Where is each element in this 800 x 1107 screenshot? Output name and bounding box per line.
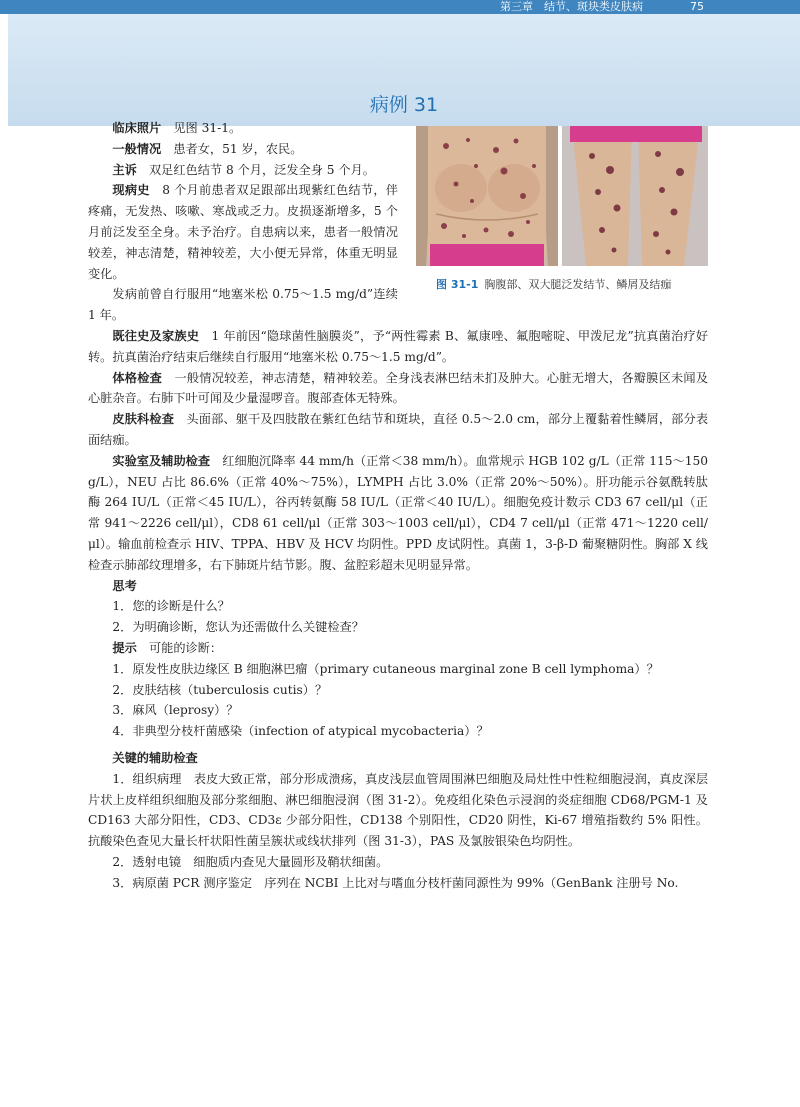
hint-heading: 提示 可能的诊断：	[112, 640, 223, 655]
lab-exam-paragraph: 实验室及辅助检查 红细胞沉降率 44 mm/h（正常＜38 mm/h）。血常规示 HGB 102 g/L（正常 115～150 g/L），NEU 占比 86.6%（正常 40%～75%），LYMPH 占比 3.0%（正常 20%～50%）。肝功能示谷氨酰转肽酶 264 IU/L（正常＜45 IU/L），谷丙转氨酶 58 IU/L（正常＜40 IU/L）。细胞免疫计数示 CD3 67 cell/μl（正常 941～2226 cell/μl），CD8 61 cell/μl（正常 303～1003 cell/μl），CD4 7 cell/μl（正常 471～1220 cell/μl）。输血前检查示 HIV、TPPA、HBV 及 HCV 均阴性。PPD 皮试阴性。真菌 1，3-β-D 葡聚糖阴性。胸部 X 线检查示肺部纹理增多，右下肺斑片结节影。腹、盆腔彩超未见明显异常。	[88, 453, 709, 572]
key-exam-item: 2．透射电镜 细胞质内查见大量圆形及鞘状细菌。	[112, 854, 389, 869]
figure-caption	[436, 276, 671, 292]
diagnosis-item: 2．皮肤结核（tuberculosis cutis）？	[112, 682, 328, 697]
key-exam-item: 1．组织病理 表皮大致正常，部分形成溃疡，真皮浅层血管周围淋巴细胞及局灶性中性粒细胞浸润，真皮深层片状上皮样组织细胞及部分浆细胞、淋巴细胞浸润（图 31-2）。免疫组化染色示浸润的炎症细胞 CD68/PGM-1 及 CD163 大部分阳性，CD3、CD3ε 少部分阳性，CD138 个别阳性，CD20 阴性，Ki-67 增殖指数约 5% 阳性。抗酸染色查见大量长杆状阳性菌呈簇状或线状排列（图 31-3），PAS 及氯胺银染色均阴性。	[88, 771, 709, 849]
key-exams-section	[88, 748, 708, 894]
diagnosis-item: 3．麻风（leprosy）？	[112, 703, 239, 718]
main-text	[88, 326, 708, 742]
diagnosis-item: 1．原发性皮肤边缘区 B 细胞淋巴瘤（primary cutaneous marginal zone B cell lymphoma）？	[112, 661, 659, 676]
diagnosis-item: 4．非典型分枝杆菌感染（infection of atypical mycobacteria）？	[112, 724, 489, 739]
clinical-photo-thighs	[562, 126, 708, 266]
case-title: 病例 31	[369, 94, 439, 116]
general-line: 一般情况 患者女，51 岁，农民。	[112, 141, 303, 156]
thinking-heading: 思考	[112, 578, 137, 593]
chapter-title: 第三章 结节、斑块类皮肤病	[500, 0, 643, 13]
title-banner	[8, 14, 800, 126]
left-column-text	[88, 118, 398, 326]
figure-caption-text: 胸腹部、双大腿泛发结节、鳞屑及结痂	[484, 278, 672, 291]
figure-number: 图 31-1	[436, 278, 479, 291]
physical-exam-paragraph: 体格检查 一般情况较差，神志清楚，精神较差。全身浅表淋巴结未扪及肿大。心脏无增大，各瓣膜区未闻及心脏杂音。右肺下叶可闻及少量湿啰音。腹部查体无特殊。	[88, 370, 709, 406]
present-history-paragraph: 现病史 8 个月前患者双足跟部出现紫红色结节，伴疼痛，无发热、咳嗽、寒战或乏力。皮损逐渐增多，5 个月前泛发至全身。未予治疗。自患病以来，患者一般情况较差，神志清楚，精神较差，大小便无异常，体重无明显变化。	[88, 183, 398, 281]
key-exams-heading: 关键的辅助检查	[112, 751, 198, 765]
drug-history-paragraph: 发病前曾自行服用“地塞米松 0.75～1.5 mg/d”连续 1 年。	[88, 287, 398, 323]
past-history-paragraph: 既往史及家族史 1 年前因“隐球菌性脑膜炎”，予“两性霉素 B、氟康唑、氟胞嘧啶、甲泼尼龙”抗真菌治疗好转。抗真菌治疗结束后继续自行服用“地塞米松 0.75～1.5 mg/d”。	[88, 329, 709, 364]
key-exam-item: 3．病原菌 PCR 测序鉴定 序列在 NCBI 上比对与嗜血分枝杆菌同源性为 99%（GenBank 注册号 No.	[112, 875, 679, 890]
trunk-photo-illustration	[416, 126, 558, 266]
thigh-photo-illustration	[562, 126, 708, 266]
question-item: 2．为明确诊断，您认为还需做什么关键检查？	[112, 620, 364, 635]
clinical-photo-trunk	[416, 126, 558, 266]
complaint-line: 主诉 双足红色结节 8 个月，泛发全身 5 个月。	[112, 162, 375, 177]
derm-exam-paragraph: 皮肤科检查 头面部、躯干及四肢散在紫红色结节和斑块，直径 0.5～2.0 cm，部分上覆黏着性鳞屑，部分表面结痂。	[88, 412, 709, 447]
page-number: 75	[690, 0, 704, 13]
running-header	[0, 0, 800, 14]
question-item: 1．您的诊断是什么？	[112, 599, 230, 614]
clinical-photo-line: 临床照片 见图 31-1。	[112, 121, 242, 135]
